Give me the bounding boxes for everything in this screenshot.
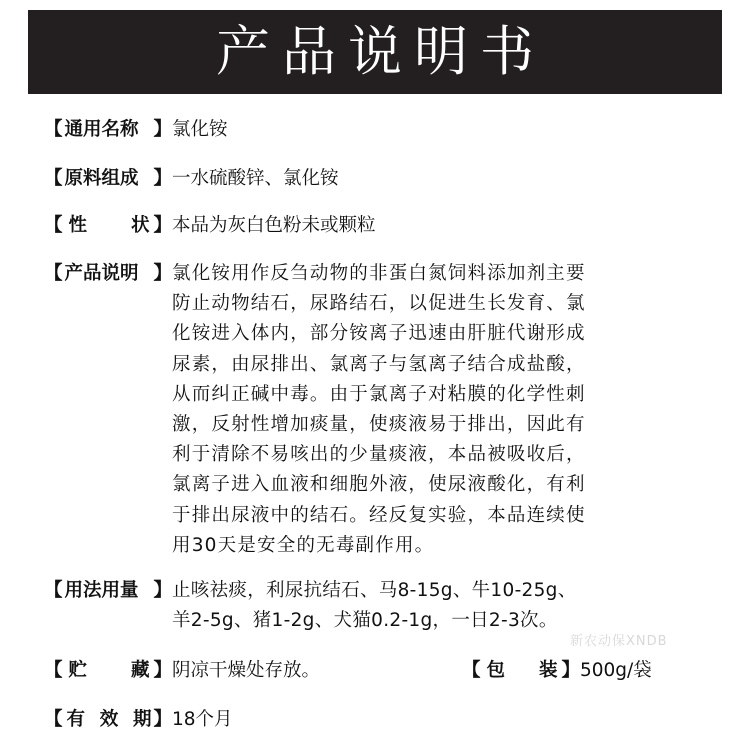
shelf-life-label: 【 有 效 期 】 — [44, 709, 172, 730]
title-banner — [28, 10, 722, 94]
common-name-value: 氯化铵 — [172, 119, 228, 140]
common-name-label: 【 通用名称 】 — [44, 119, 172, 140]
packaging-label: 【 包 装 】 — [462, 660, 580, 681]
composition-row — [44, 164, 720, 194]
description-text: 氯化铵用作反刍动物的非蛋白氮饲料添加剂主要 防止动物结石，尿路结石，以促进生长发育、氯 化铵进入体内，部分铵离子迅速由肝脏代谢形成 尿素，由尿排出、氯离子与氢离子结合成盐酸， 从而纠正碱中毒。由于氯离子对粘膜的化学性刺 激，反射性增加痰量，使痰液易于排出，因此有 利于清除不易咳出的少量痰液，本品被吸收后， 氯离子进入血液和细胞外液，使尿液酸化，有利 于排出尿液中的结石。经反复实验，本品连续使 用30天是安全的无毒副作用。 — [172, 263, 586, 556]
composition-value: 一水硫酸锌、氯化铵 — [172, 168, 339, 189]
properties-value: 本品为灰白色粉未或颗粒 — [172, 215, 376, 236]
shelf-life-value: 18个月 — [172, 709, 233, 730]
composition-label: 【 原料组成 】 — [44, 168, 172, 189]
shelf-life-row — [44, 705, 720, 735]
usage-row — [44, 576, 720, 636]
watermark: 新农动保XNDB — [570, 634, 668, 649]
description-row — [44, 259, 720, 561]
usage-label: 【 用法用量 】 — [44, 580, 172, 601]
common-name-row — [44, 115, 720, 145]
usage-text: 止咳祛痰，利尿抗结石、马8-15g、牛10-25g、 羊2-5g、猪1-2g、犬猫0.2-1g，一日2-3次。 — [172, 580, 577, 631]
storage-row — [44, 656, 720, 686]
properties-label: 【 性 状 】 — [44, 215, 172, 236]
packaging-value: 500g/袋 — [580, 660, 652, 681]
description-label: 【 产品说明 】 — [44, 263, 172, 284]
storage-value: 阴凉干燥处存放。 — [172, 660, 321, 681]
properties-row — [44, 211, 720, 241]
storage-label: 【 贮 藏 】 — [44, 660, 172, 681]
page-title: 产品说明书 — [216, 20, 546, 83]
